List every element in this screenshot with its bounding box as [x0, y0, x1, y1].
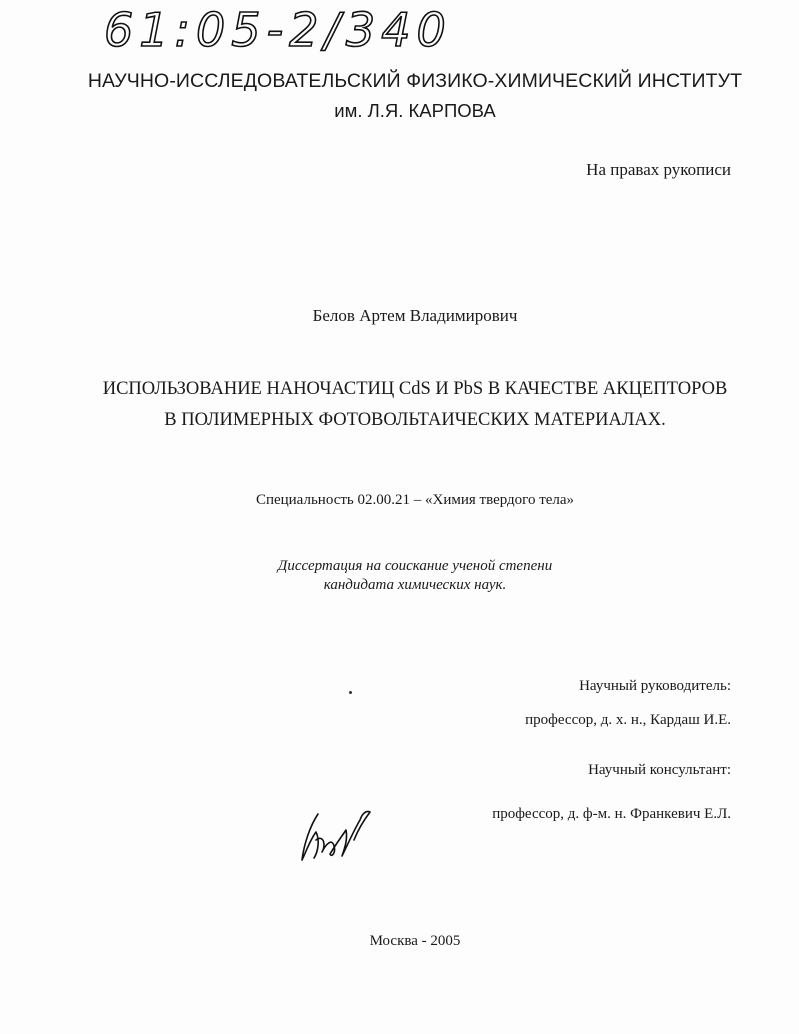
city-year: Москва - 2005 [369, 933, 461, 949]
specialty: Специальность 02.00.21 – «Химия твердого тела» [255, 492, 575, 508]
consultant-label: Научный консультант: [588, 762, 731, 778]
consultant-name: профессор, д. ф-м. н. Франкевич Е.Л. [492, 806, 731, 822]
institute-name-line2: им. Л.Я. КАРПОВА [334, 100, 496, 121]
supervisor-name: профессор, д. х. н., Кардаш И.Е. [525, 712, 731, 728]
institute-name-line1: НАУЧНО-ИССЛЕДОВАТЕЛЬСКИЙ ФИЗИКО-ХИМИЧЕСКИЙ ИНСТИТУТ [87, 70, 743, 92]
manuscript-rights: На правах рукописи [586, 160, 731, 179]
handwritten-stamp-number [100, 2, 480, 62]
thesis-title-line2: В ПОЛИМЕРНЫХ ФОТОВОЛЬТАИЧЕСКИХ МАТЕРИАЛАХ. [164, 410, 666, 430]
dissertation-degree-line2: кандидата химических наук. [323, 577, 507, 593]
thesis-title-line1: ИСПОЛЬЗОВАНИЕ НАНОЧАСТИЦ CdS И PbS В КАЧЕСТВЕ АКЦЕПТОРОВ [102, 379, 728, 399]
scan-speck [349, 691, 352, 694]
dissertation-degree-line1: Диссертация на соискание ученой степени [277, 558, 553, 574]
svg-text:61:05-2/340: 61:05-2/340 [104, 3, 452, 57]
author-name: Белов Артем Владимирович [312, 306, 518, 325]
signature-icon [296, 800, 386, 870]
supervisor-label: Научный руководитель: [579, 678, 731, 694]
